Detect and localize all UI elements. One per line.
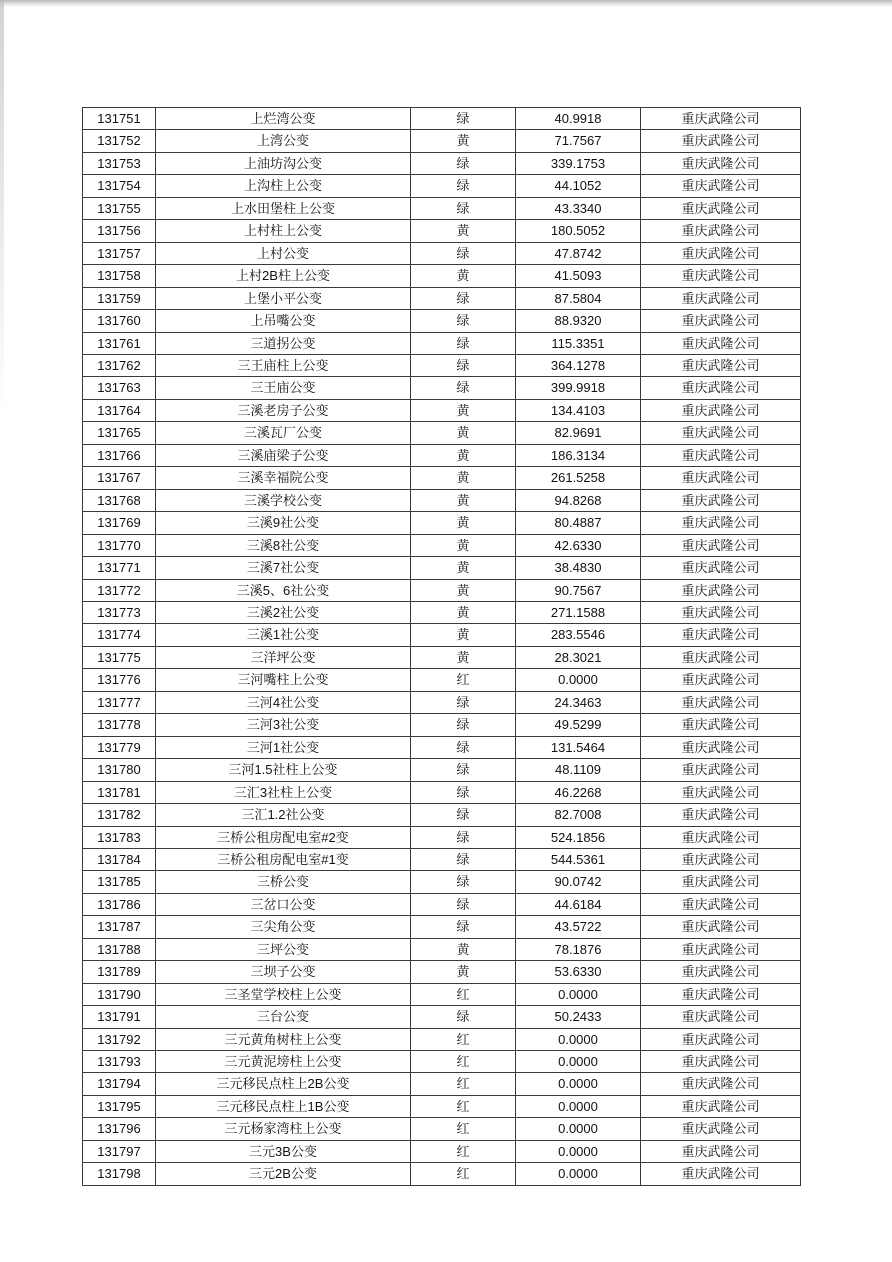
table-row (83, 1051, 801, 1073)
cell-value: 43.3340 (516, 197, 641, 219)
cell-status: 红 (411, 1073, 516, 1095)
cell-transformer-name: 三桥公租房配电室#2变 (156, 826, 411, 848)
cell-company: 重庆武隆公司 (641, 826, 801, 848)
cell-company: 重庆武隆公司 (641, 938, 801, 960)
cell-status: 黄 (411, 220, 516, 242)
table-row (83, 736, 801, 758)
cell-value: 44.6184 (516, 893, 641, 915)
cell-status: 黄 (411, 399, 516, 421)
cell-transformer-id: 131757 (83, 242, 156, 264)
cell-status: 黄 (411, 512, 516, 534)
table-row (83, 354, 801, 376)
table-row (83, 444, 801, 466)
cell-value: 48.1109 (516, 759, 641, 781)
cell-transformer-id: 131790 (83, 983, 156, 1005)
cell-value: 24.3463 (516, 691, 641, 713)
cell-transformer-id: 131760 (83, 310, 156, 332)
cell-value: 180.5052 (516, 220, 641, 242)
table-row (83, 399, 801, 421)
table-row (83, 377, 801, 399)
cell-value: 49.5299 (516, 714, 641, 736)
cell-transformer-id: 131787 (83, 916, 156, 938)
cell-transformer-id: 131766 (83, 444, 156, 466)
cell-company: 重庆武隆公司 (641, 736, 801, 758)
cell-transformer-name: 三元移民点柱上2B公变 (156, 1073, 411, 1095)
cell-status: 绿 (411, 310, 516, 332)
cell-status: 绿 (411, 781, 516, 803)
cell-value: 364.1278 (516, 354, 641, 376)
cell-value: 261.5258 (516, 467, 641, 489)
table-row (83, 220, 801, 242)
cell-transformer-id: 131792 (83, 1028, 156, 1050)
cell-transformer-name: 上村公变 (156, 242, 411, 264)
table-row (83, 691, 801, 713)
transformer-table (82, 107, 801, 1186)
cell-company: 重庆武隆公司 (641, 1051, 801, 1073)
table-row (83, 624, 801, 646)
cell-transformer-id: 131762 (83, 354, 156, 376)
cell-status: 黄 (411, 467, 516, 489)
cell-company: 重庆武隆公司 (641, 579, 801, 601)
cell-value: 339.1753 (516, 152, 641, 174)
cell-status: 黄 (411, 534, 516, 556)
cell-company: 重庆武隆公司 (641, 1073, 801, 1095)
cell-company: 重庆武隆公司 (641, 332, 801, 354)
cell-status: 绿 (411, 848, 516, 870)
cell-transformer-name: 三元移民点柱上1B公变 (156, 1095, 411, 1117)
cell-company: 重庆武隆公司 (641, 961, 801, 983)
cell-value: 544.5361 (516, 848, 641, 870)
cell-status: 黄 (411, 646, 516, 668)
cell-status: 红 (411, 1118, 516, 1140)
table-row (83, 826, 801, 848)
cell-transformer-name: 上水田堡柱上公变 (156, 197, 411, 219)
cell-transformer-id: 131796 (83, 1118, 156, 1140)
table-row (83, 130, 801, 152)
table-row (83, 534, 801, 556)
cell-transformer-name: 三圣堂学校柱上公变 (156, 983, 411, 1005)
cell-transformer-id: 131780 (83, 759, 156, 781)
cell-transformer-name: 三道拐公变 (156, 332, 411, 354)
cell-company: 重庆武隆公司 (641, 377, 801, 399)
cell-status: 绿 (411, 108, 516, 130)
cell-status: 红 (411, 1140, 516, 1162)
cell-status: 绿 (411, 242, 516, 264)
cell-status: 黄 (411, 130, 516, 152)
cell-company: 重庆武隆公司 (641, 444, 801, 466)
cell-company: 重庆武隆公司 (641, 220, 801, 242)
table-row (83, 152, 801, 174)
table-row (83, 1006, 801, 1028)
cell-transformer-id: 131752 (83, 130, 156, 152)
cell-transformer-id: 131782 (83, 804, 156, 826)
cell-transformer-id: 131756 (83, 220, 156, 242)
cell-transformer-name: 三溪8社公变 (156, 534, 411, 556)
cell-transformer-name: 上村柱上公变 (156, 220, 411, 242)
cell-transformer-id: 131791 (83, 1006, 156, 1028)
cell-status: 红 (411, 669, 516, 691)
table-row (83, 1028, 801, 1050)
cell-transformer-name: 三河1社公变 (156, 736, 411, 758)
cell-transformer-name: 三溪老房子公变 (156, 399, 411, 421)
cell-transformer-id: 131777 (83, 691, 156, 713)
cell-company: 重庆武隆公司 (641, 1028, 801, 1050)
cell-transformer-id: 131798 (83, 1163, 156, 1185)
cell-transformer-name: 三坪公变 (156, 938, 411, 960)
cell-status: 绿 (411, 1006, 516, 1028)
table-row (83, 646, 801, 668)
cell-transformer-name: 上油坊沟公变 (156, 152, 411, 174)
cell-transformer-name: 三王庙柱上公变 (156, 354, 411, 376)
cell-value: 399.9918 (516, 377, 641, 399)
cell-transformer-name: 上烂湾公变 (156, 108, 411, 130)
table-row (83, 332, 801, 354)
cell-value: 42.6330 (516, 534, 641, 556)
cell-value: 0.0000 (516, 1140, 641, 1162)
cell-status: 绿 (411, 916, 516, 938)
table-row (83, 601, 801, 623)
table-row (83, 108, 801, 130)
cell-status: 红 (411, 1051, 516, 1073)
cell-status: 绿 (411, 332, 516, 354)
cell-value: 0.0000 (516, 1051, 641, 1073)
cell-company: 重庆武隆公司 (641, 557, 801, 579)
cell-company: 重庆武隆公司 (641, 512, 801, 534)
cell-value: 0.0000 (516, 669, 641, 691)
cell-status: 黄 (411, 938, 516, 960)
cell-transformer-id: 131764 (83, 399, 156, 421)
cell-value: 0.0000 (516, 983, 641, 1005)
cell-company: 重庆武隆公司 (641, 489, 801, 511)
cell-transformer-id: 131778 (83, 714, 156, 736)
cell-value: 87.5804 (516, 287, 641, 309)
cell-transformer-id: 131767 (83, 467, 156, 489)
table-row (83, 848, 801, 870)
cell-transformer-name: 三元3B公变 (156, 1140, 411, 1162)
cell-value: 38.4830 (516, 557, 641, 579)
cell-transformer-id: 131753 (83, 152, 156, 174)
cell-status: 绿 (411, 691, 516, 713)
cell-value: 524.1856 (516, 826, 641, 848)
cell-company: 重庆武隆公司 (641, 1140, 801, 1162)
cell-company: 重庆武隆公司 (641, 354, 801, 376)
cell-status: 红 (411, 1095, 516, 1117)
table-row (83, 961, 801, 983)
cell-status: 绿 (411, 714, 516, 736)
cell-transformer-id: 131772 (83, 579, 156, 601)
cell-company: 重庆武隆公司 (641, 422, 801, 444)
table-row (83, 916, 801, 938)
cell-value: 71.7567 (516, 130, 641, 152)
cell-company: 重庆武隆公司 (641, 848, 801, 870)
cell-company: 重庆武隆公司 (641, 310, 801, 332)
cell-transformer-name: 三台公变 (156, 1006, 411, 1028)
cell-status: 黄 (411, 961, 516, 983)
cell-company: 重庆武隆公司 (641, 691, 801, 713)
cell-transformer-id: 131771 (83, 557, 156, 579)
cell-value: 90.0742 (516, 871, 641, 893)
cell-company: 重庆武隆公司 (641, 130, 801, 152)
cell-status: 黄 (411, 579, 516, 601)
cell-value: 28.3021 (516, 646, 641, 668)
table-row (83, 557, 801, 579)
cell-company: 重庆武隆公司 (641, 759, 801, 781)
cell-value: 43.5722 (516, 916, 641, 938)
cell-value: 134.4103 (516, 399, 641, 421)
cell-transformer-name: 三河4社公变 (156, 691, 411, 713)
table-row (83, 1140, 801, 1162)
cell-transformer-name: 三元黄泥塝柱上公变 (156, 1051, 411, 1073)
cell-transformer-name: 三溪7社公变 (156, 557, 411, 579)
cell-transformer-id: 131783 (83, 826, 156, 848)
cell-transformer-id: 131751 (83, 108, 156, 130)
cell-transformer-name: 上堡小平公变 (156, 287, 411, 309)
page-edge-shadow-left (0, 0, 4, 420)
cell-value: 0.0000 (516, 1028, 641, 1050)
cell-value: 46.2268 (516, 781, 641, 803)
cell-status: 黄 (411, 557, 516, 579)
table-row (83, 242, 801, 264)
cell-value: 0.0000 (516, 1163, 641, 1185)
table-row (83, 781, 801, 803)
cell-value: 50.2433 (516, 1006, 641, 1028)
table-row (83, 579, 801, 601)
cell-transformer-name: 三溪庙梁子公变 (156, 444, 411, 466)
table-row (83, 938, 801, 960)
cell-transformer-name: 三桥公租房配电室#1变 (156, 848, 411, 870)
cell-transformer-name: 三洋坪公变 (156, 646, 411, 668)
table-row (83, 669, 801, 691)
cell-company: 重庆武隆公司 (641, 714, 801, 736)
cell-transformer-name: 上村2B柱上公变 (156, 265, 411, 287)
cell-value: 283.5546 (516, 624, 641, 646)
cell-status: 绿 (411, 152, 516, 174)
cell-transformer-name: 三汇3社柱上公变 (156, 781, 411, 803)
cell-status: 黄 (411, 489, 516, 511)
cell-transformer-name: 上湾公变 (156, 130, 411, 152)
cell-company: 重庆武隆公司 (641, 624, 801, 646)
cell-transformer-name: 三溪9社公变 (156, 512, 411, 534)
table-row (83, 422, 801, 444)
cell-value: 47.8742 (516, 242, 641, 264)
cell-status: 绿 (411, 354, 516, 376)
cell-transformer-name: 三溪幸福院公变 (156, 467, 411, 489)
cell-company: 重庆武隆公司 (641, 467, 801, 489)
cell-status: 黄 (411, 265, 516, 287)
cell-transformer-id: 131794 (83, 1073, 156, 1095)
cell-transformer-name: 三尖角公变 (156, 916, 411, 938)
cell-transformer-id: 131784 (83, 848, 156, 870)
cell-status: 绿 (411, 736, 516, 758)
table-row (83, 287, 801, 309)
cell-company: 重庆武隆公司 (641, 983, 801, 1005)
cell-transformer-id: 131776 (83, 669, 156, 691)
cell-transformer-id: 131795 (83, 1095, 156, 1117)
table-row (83, 512, 801, 534)
cell-transformer-name: 三元2B公变 (156, 1163, 411, 1185)
cell-status: 绿 (411, 759, 516, 781)
cell-value: 115.3351 (516, 332, 641, 354)
cell-transformer-name: 三汇1.2社公变 (156, 804, 411, 826)
table-row (83, 1163, 801, 1185)
cell-company: 重庆武隆公司 (641, 265, 801, 287)
table-row (83, 467, 801, 489)
cell-status: 黄 (411, 601, 516, 623)
cell-transformer-name: 三河3社公变 (156, 714, 411, 736)
cell-company: 重庆武隆公司 (641, 669, 801, 691)
cell-value: 82.7008 (516, 804, 641, 826)
cell-transformer-id: 131775 (83, 646, 156, 668)
cell-status: 黄 (411, 422, 516, 444)
cell-value: 53.6330 (516, 961, 641, 983)
cell-value: 186.3134 (516, 444, 641, 466)
cell-value: 90.7567 (516, 579, 641, 601)
cell-value: 0.0000 (516, 1118, 641, 1140)
cell-transformer-name: 三溪2社公变 (156, 601, 411, 623)
cell-value: 40.9918 (516, 108, 641, 130)
table-row (83, 489, 801, 511)
cell-status: 红 (411, 983, 516, 1005)
cell-value: 271.1588 (516, 601, 641, 623)
table-body (83, 108, 801, 1186)
cell-transformer-id: 131755 (83, 197, 156, 219)
cell-transformer-name: 三元杨家湾柱上公变 (156, 1118, 411, 1140)
cell-status: 绿 (411, 197, 516, 219)
cell-transformer-name: 三河嘴柱上公变 (156, 669, 411, 691)
cell-value: 78.1876 (516, 938, 641, 960)
table-row (83, 1095, 801, 1117)
cell-company: 重庆武隆公司 (641, 534, 801, 556)
cell-value: 0.0000 (516, 1095, 641, 1117)
table-row (83, 197, 801, 219)
cell-transformer-name: 三桥公变 (156, 871, 411, 893)
table-row (83, 983, 801, 1005)
cell-status: 绿 (411, 826, 516, 848)
cell-transformer-id: 131786 (83, 893, 156, 915)
cell-value: 94.8268 (516, 489, 641, 511)
cell-company: 重庆武隆公司 (641, 1163, 801, 1185)
cell-company: 重庆武隆公司 (641, 916, 801, 938)
cell-transformer-id: 131793 (83, 1051, 156, 1073)
cell-transformer-id: 131758 (83, 265, 156, 287)
table-row (83, 759, 801, 781)
cell-status: 黄 (411, 624, 516, 646)
cell-transformer-name: 三溪学校公变 (156, 489, 411, 511)
table-row (83, 265, 801, 287)
cell-transformer-id: 131754 (83, 175, 156, 197)
cell-transformer-id: 131785 (83, 871, 156, 893)
table-row (83, 893, 801, 915)
cell-company: 重庆武隆公司 (641, 1006, 801, 1028)
cell-transformer-id: 131770 (83, 534, 156, 556)
cell-company: 重庆武隆公司 (641, 804, 801, 826)
table-row (83, 310, 801, 332)
cell-transformer-name: 三河1.5社柱上公变 (156, 759, 411, 781)
cell-transformer-name: 三岔口公变 (156, 893, 411, 915)
cell-company: 重庆武隆公司 (641, 646, 801, 668)
cell-transformer-id: 131779 (83, 736, 156, 758)
cell-status: 绿 (411, 804, 516, 826)
cell-transformer-id: 131765 (83, 422, 156, 444)
cell-transformer-name: 上吊嘴公变 (156, 310, 411, 332)
cell-transformer-name: 三溪5、6社公变 (156, 579, 411, 601)
cell-company: 重庆武隆公司 (641, 287, 801, 309)
cell-company: 重庆武隆公司 (641, 893, 801, 915)
page-edge-shadow-top (0, 0, 892, 7)
cell-transformer-id: 131769 (83, 512, 156, 534)
table-row (83, 1118, 801, 1140)
cell-transformer-id: 131773 (83, 601, 156, 623)
cell-company: 重庆武隆公司 (641, 242, 801, 264)
cell-status: 绿 (411, 893, 516, 915)
cell-transformer-id: 131788 (83, 938, 156, 960)
cell-status: 黄 (411, 444, 516, 466)
cell-status: 红 (411, 1028, 516, 1050)
cell-transformer-id: 131797 (83, 1140, 156, 1162)
cell-company: 重庆武隆公司 (641, 197, 801, 219)
cell-company: 重庆武隆公司 (641, 399, 801, 421)
cell-value: 131.5464 (516, 736, 641, 758)
cell-status: 红 (411, 1163, 516, 1185)
cell-value: 88.9320 (516, 310, 641, 332)
cell-transformer-id: 131763 (83, 377, 156, 399)
cell-transformer-id: 131768 (83, 489, 156, 511)
cell-transformer-id: 131789 (83, 961, 156, 983)
cell-company: 重庆武隆公司 (641, 871, 801, 893)
cell-value: 41.5093 (516, 265, 641, 287)
cell-status: 绿 (411, 377, 516, 399)
cell-transformer-name: 上沟柱上公变 (156, 175, 411, 197)
cell-value: 44.1052 (516, 175, 641, 197)
table-row (83, 1073, 801, 1095)
cell-transformer-name: 三元黄角树柱上公变 (156, 1028, 411, 1050)
cell-value: 80.4887 (516, 512, 641, 534)
cell-transformer-name: 三溪1社公变 (156, 624, 411, 646)
cell-company: 重庆武隆公司 (641, 601, 801, 623)
cell-status: 绿 (411, 287, 516, 309)
cell-company: 重庆武隆公司 (641, 175, 801, 197)
table-row (83, 871, 801, 893)
cell-company: 重庆武隆公司 (641, 108, 801, 130)
cell-transformer-name: 三王庙公变 (156, 377, 411, 399)
cell-status: 绿 (411, 175, 516, 197)
cell-transformer-id: 131761 (83, 332, 156, 354)
cell-transformer-id: 131774 (83, 624, 156, 646)
cell-transformer-id: 131759 (83, 287, 156, 309)
cell-transformer-id: 131781 (83, 781, 156, 803)
table-row (83, 804, 801, 826)
cell-status: 绿 (411, 871, 516, 893)
cell-company: 重庆武隆公司 (641, 1118, 801, 1140)
cell-transformer-name: 三溪瓦厂公变 (156, 422, 411, 444)
cell-value: 82.9691 (516, 422, 641, 444)
cell-transformer-name: 三坝子公变 (156, 961, 411, 983)
cell-company: 重庆武隆公司 (641, 152, 801, 174)
table-row (83, 175, 801, 197)
cell-value: 0.0000 (516, 1073, 641, 1095)
cell-company: 重庆武隆公司 (641, 1095, 801, 1117)
table-row (83, 714, 801, 736)
cell-company: 重庆武隆公司 (641, 781, 801, 803)
